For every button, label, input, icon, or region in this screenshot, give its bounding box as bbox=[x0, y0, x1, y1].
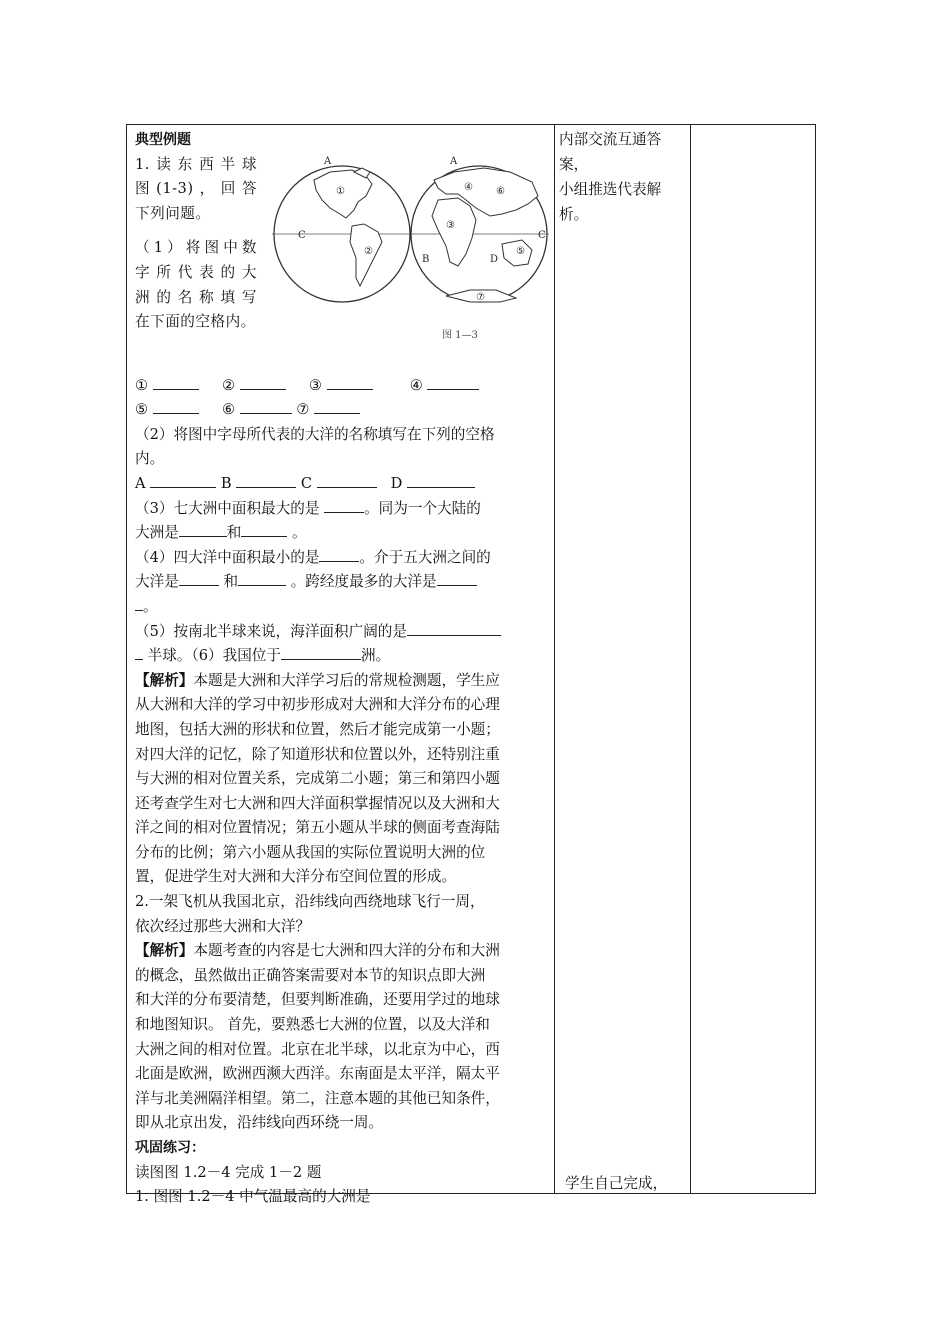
lesson-table bbox=[126, 124, 816, 1206]
side-note-line: 小组推选代表解 bbox=[559, 181, 662, 198]
map-label: ⑤ bbox=[516, 245, 525, 257]
q1-sub2-line: 内。 bbox=[135, 450, 165, 468]
africa-shape bbox=[432, 198, 476, 266]
q1-sub1-line: 字所代表的大 bbox=[135, 263, 257, 281]
q1-sub4-line: 大洋是 和 。跨经度最多的大洋是 bbox=[135, 570, 549, 595]
analysis-1-line: 对四大洋的记忆，除了知道形状和位置以外，还特别注重 bbox=[135, 745, 500, 763]
hemispheres-map-figure bbox=[270, 150, 557, 346]
q1-sub1-line: 洲的名称填写 bbox=[135, 288, 257, 306]
q1-sub4-line: （4）四大洋中面积最小的是 。介于五大洲之间的 bbox=[135, 548, 491, 566]
map-label: ⑦ bbox=[476, 291, 485, 303]
analysis-1-line: 还考查学生对七大洲和四大洋面积掌握情况以及大洲和大 bbox=[135, 794, 500, 812]
analysis-2-line: 的概念，虽然做出正确答案需要对本节的知识点即大洲 bbox=[135, 966, 486, 984]
practice-line: 读图图 1.2－4 完成 1－2 题 bbox=[135, 1163, 322, 1181]
analysis-1-line: 置，促进学生对大洲和大洋分布空间位置的形成。 bbox=[135, 868, 457, 886]
q1-intro-line: 1.读东西半球 bbox=[135, 155, 257, 173]
q1-sub5-line: 半球。（6）我国位于 洲。 bbox=[135, 644, 549, 669]
analysis-1-line: 【解析】本题是大洲和大洋学习后的常规检测题，学生应 bbox=[135, 671, 500, 689]
map-label: ⑥ bbox=[496, 185, 505, 197]
q1-intro-line: 图(1-3)，回答 bbox=[135, 180, 257, 198]
ocean-letter-row: A B C D bbox=[135, 472, 549, 497]
analysis-2-line: 【解析】本题考查的内容是七大洲和四大洋的分布和大洲 bbox=[135, 942, 500, 960]
map-label: ③ bbox=[446, 219, 455, 231]
question-1-block bbox=[135, 153, 549, 374]
section-header: 典型例题 bbox=[135, 132, 191, 148]
main-column bbox=[135, 128, 549, 1210]
analysis-2-line: 即从北京出发，沿纬线向西环绕一周。 bbox=[135, 1114, 384, 1132]
answer-row-2: ⑤ ⑥ ⑦ bbox=[135, 398, 549, 423]
side-note-top bbox=[559, 127, 685, 227]
analysis-2-line: 大洲之间的相对位置。北京在北半球，以北京为中心，西 bbox=[135, 1040, 500, 1058]
q1-sub3-line: （3）七大洲中面积最大的是 。同为一个大陆的 bbox=[135, 499, 481, 517]
side-note-line: 学生自己完成， bbox=[565, 1175, 668, 1192]
analysis-2-line: 和地图知识。 首先，要熟悉七大洲的位置，以及大洋和 bbox=[135, 1016, 490, 1034]
map-label: A bbox=[324, 155, 332, 167]
map-label: ① bbox=[336, 185, 345, 197]
answer-row-1: ① ② ③ ④ bbox=[135, 374, 549, 399]
column-divider bbox=[690, 125, 691, 1193]
q1-sub5-line: （5）按南北半球来说，海洋面积广阔的是 bbox=[135, 620, 549, 645]
map-label: D bbox=[490, 253, 499, 265]
practice-line: 1. 图图 1.2－4 中气温最高的大洲是 bbox=[135, 1188, 371, 1206]
question-1-text bbox=[135, 153, 257, 335]
analysis-2-line: 洋与北美洲隔洋相望。第二，注意本题的其他已知条件， bbox=[135, 1089, 500, 1107]
q1-sub3-line: 大洲是 和 。 bbox=[135, 524, 307, 542]
q1-intro-line: 下列问题。 bbox=[135, 204, 211, 222]
q1-sub1-line: 在下面的空格内。 bbox=[135, 313, 256, 331]
side-note-line: 案， bbox=[559, 156, 589, 173]
side-note-line: 析。 bbox=[559, 206, 589, 223]
figure-caption: 图 1—3 bbox=[442, 329, 478, 341]
q1-sub1-line: （1）将图中数 bbox=[135, 239, 257, 257]
side-note-bottom bbox=[565, 1171, 691, 1196]
practice-title: 巩固练习： bbox=[135, 1140, 205, 1156]
map-label: C bbox=[298, 229, 306, 241]
analysis-2-line: 北面是欧洲，欧洲西濒大西洋。东南面是太平洋，隔太平 bbox=[135, 1065, 500, 1083]
map-label: B bbox=[422, 253, 430, 265]
question-2-line: 依次经过那些大洲和大洋？ bbox=[135, 917, 311, 935]
analysis-2-line: 和大洋的分布要清楚，但要判断准确，还要用学过的地球 bbox=[135, 991, 500, 1009]
analysis-1-line: 分布的比例；第六小题从我国的实际位置说明大洲的位 bbox=[135, 843, 486, 861]
map-label: A bbox=[450, 155, 458, 167]
hemispheres-map bbox=[270, 150, 557, 346]
map-label: ② bbox=[364, 245, 373, 257]
analysis-1-line: 地图，包括大洲的形状和位置，然后才能完成第一小题； bbox=[135, 720, 500, 738]
question-2-line: 2.一架飞机从我国北京，沿纬线向西绕地球飞行一周， bbox=[135, 893, 485, 911]
q1-sub2-line: （2）将图中字母所代表的大洋的名称填写在下列的空格 bbox=[135, 425, 495, 443]
map-label: C bbox=[538, 229, 546, 241]
analysis-1-line: 与大洲的相对位置关系，完成第二小题；第三和第四小题 bbox=[135, 770, 500, 788]
side-note-line: 内部交流互通答 bbox=[559, 131, 662, 148]
analysis-1-line: 从大洲和大洋的学习中初步形成对大洲和大洋分布的心理 bbox=[135, 696, 500, 714]
q1-sub4-line: 。 bbox=[135, 595, 549, 620]
analysis-1-line: 洋之间的相对位置情况；第五小题从半球的侧面考查海陆 bbox=[135, 819, 500, 837]
map-label: ④ bbox=[464, 181, 473, 193]
